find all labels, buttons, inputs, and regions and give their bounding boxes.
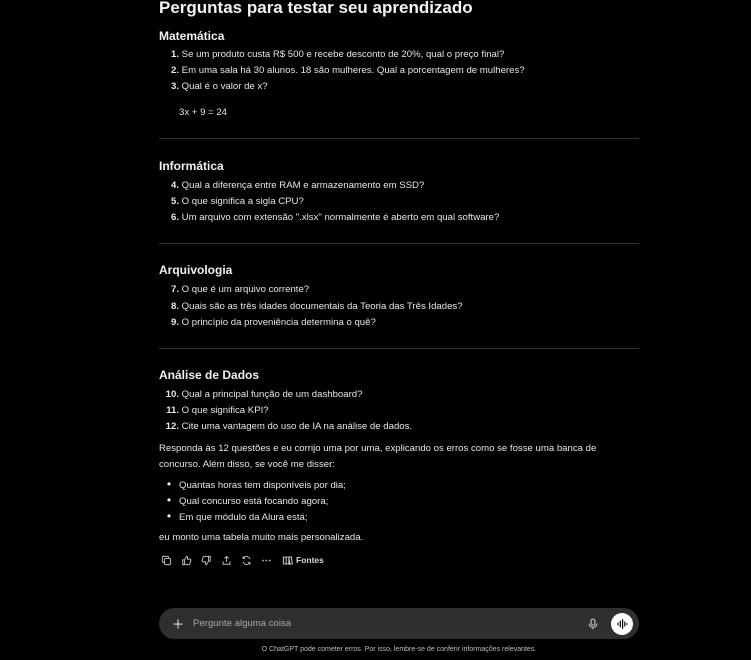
sources-button[interactable]	[282, 555, 324, 566]
plus-icon[interactable]	[171, 617, 185, 631]
list-item: 2. Em uma sala há 30 alunos. 18 são mulheres. Qual a porcentagem de mulheres?	[170, 65, 525, 76]
equation: 3x + 9 = 24	[179, 107, 228, 118]
list-item: 5. O que significa a sigla CPU?	[170, 196, 304, 207]
list-item: 8. Quais são as três idades documentais da Teoria das Três Idades?	[170, 301, 463, 312]
list-item: 11. O que significa KPI?	[166, 405, 269, 416]
divider	[159, 348, 639, 349]
list-item: • Qual concurso está focando agora;	[166, 493, 329, 507]
composer	[159, 608, 639, 639]
list-item: • Em que módulo da Alura está;	[166, 509, 308, 523]
microphone-icon[interactable]	[587, 617, 601, 631]
section-title-analise-de-dados: Análise de Dados	[159, 368, 260, 382]
section-title-informatica: Informática	[159, 159, 224, 173]
closing-final: eu monto uma tabela muito mais personalizada.	[159, 532, 364, 543]
page-title: Perguntas para testar seu aprendizado	[159, 0, 473, 17]
book-icon	[282, 555, 293, 566]
copy-icon[interactable]	[159, 553, 174, 567]
list-item: 4. Qual a diferença entre RAM e armazenamento em SSD?	[170, 180, 425, 191]
share-icon[interactable]	[219, 553, 234, 567]
voice-mode-button[interactable]	[611, 613, 633, 635]
prompt-input[interactable]	[193, 618, 573, 629]
more-icon[interactable]	[259, 553, 274, 567]
section-title-arquivologia: Arquivologia	[159, 263, 233, 277]
list-item: 12. Cite uma vantagem do uso de IA na análise de dados.	[165, 421, 413, 432]
section-title-matematica: Matemática	[159, 29, 225, 43]
sources-label: Fontes	[296, 555, 324, 565]
list-item: 9. O princípio da proveniência determina o quê?	[170, 317, 376, 328]
closing-paragraph: Responda às 12 questões e eu corrijo uma por uma, explicando os erros como se fosse uma banca de concurso. Além disso, se você me disser:	[159, 443, 597, 470]
message-actions	[159, 553, 324, 567]
waveform-icon	[616, 618, 628, 630]
thumbs-down-icon[interactable]	[199, 553, 214, 567]
thumbs-up-icon[interactable]	[179, 553, 194, 567]
list-item: 7. O que é um arquivo corrente?	[170, 284, 310, 295]
regenerate-icon[interactable]	[239, 553, 254, 567]
list-item: 1. Se um produto custa R$ 500 e recebe desconto de 20%, qual o preço final?	[170, 49, 505, 60]
list-item: 10. Qual a principal função de um dashboard?	[165, 389, 363, 400]
list-item: 6. Um arquivo com extensão ".xlsx" normalmente é aberto em qual software?	[170, 212, 500, 223]
divider	[159, 138, 639, 139]
divider	[159, 243, 639, 244]
list-item: • Quantas horas tem disponíveis por dia;	[166, 477, 346, 491]
list-item: 3. Qual é o valor de x?	[170, 81, 268, 92]
disclaimer: O ChatGPT pode cometer erros. Por isso, lembre-se de conferir informações relevantes.	[261, 646, 537, 653]
